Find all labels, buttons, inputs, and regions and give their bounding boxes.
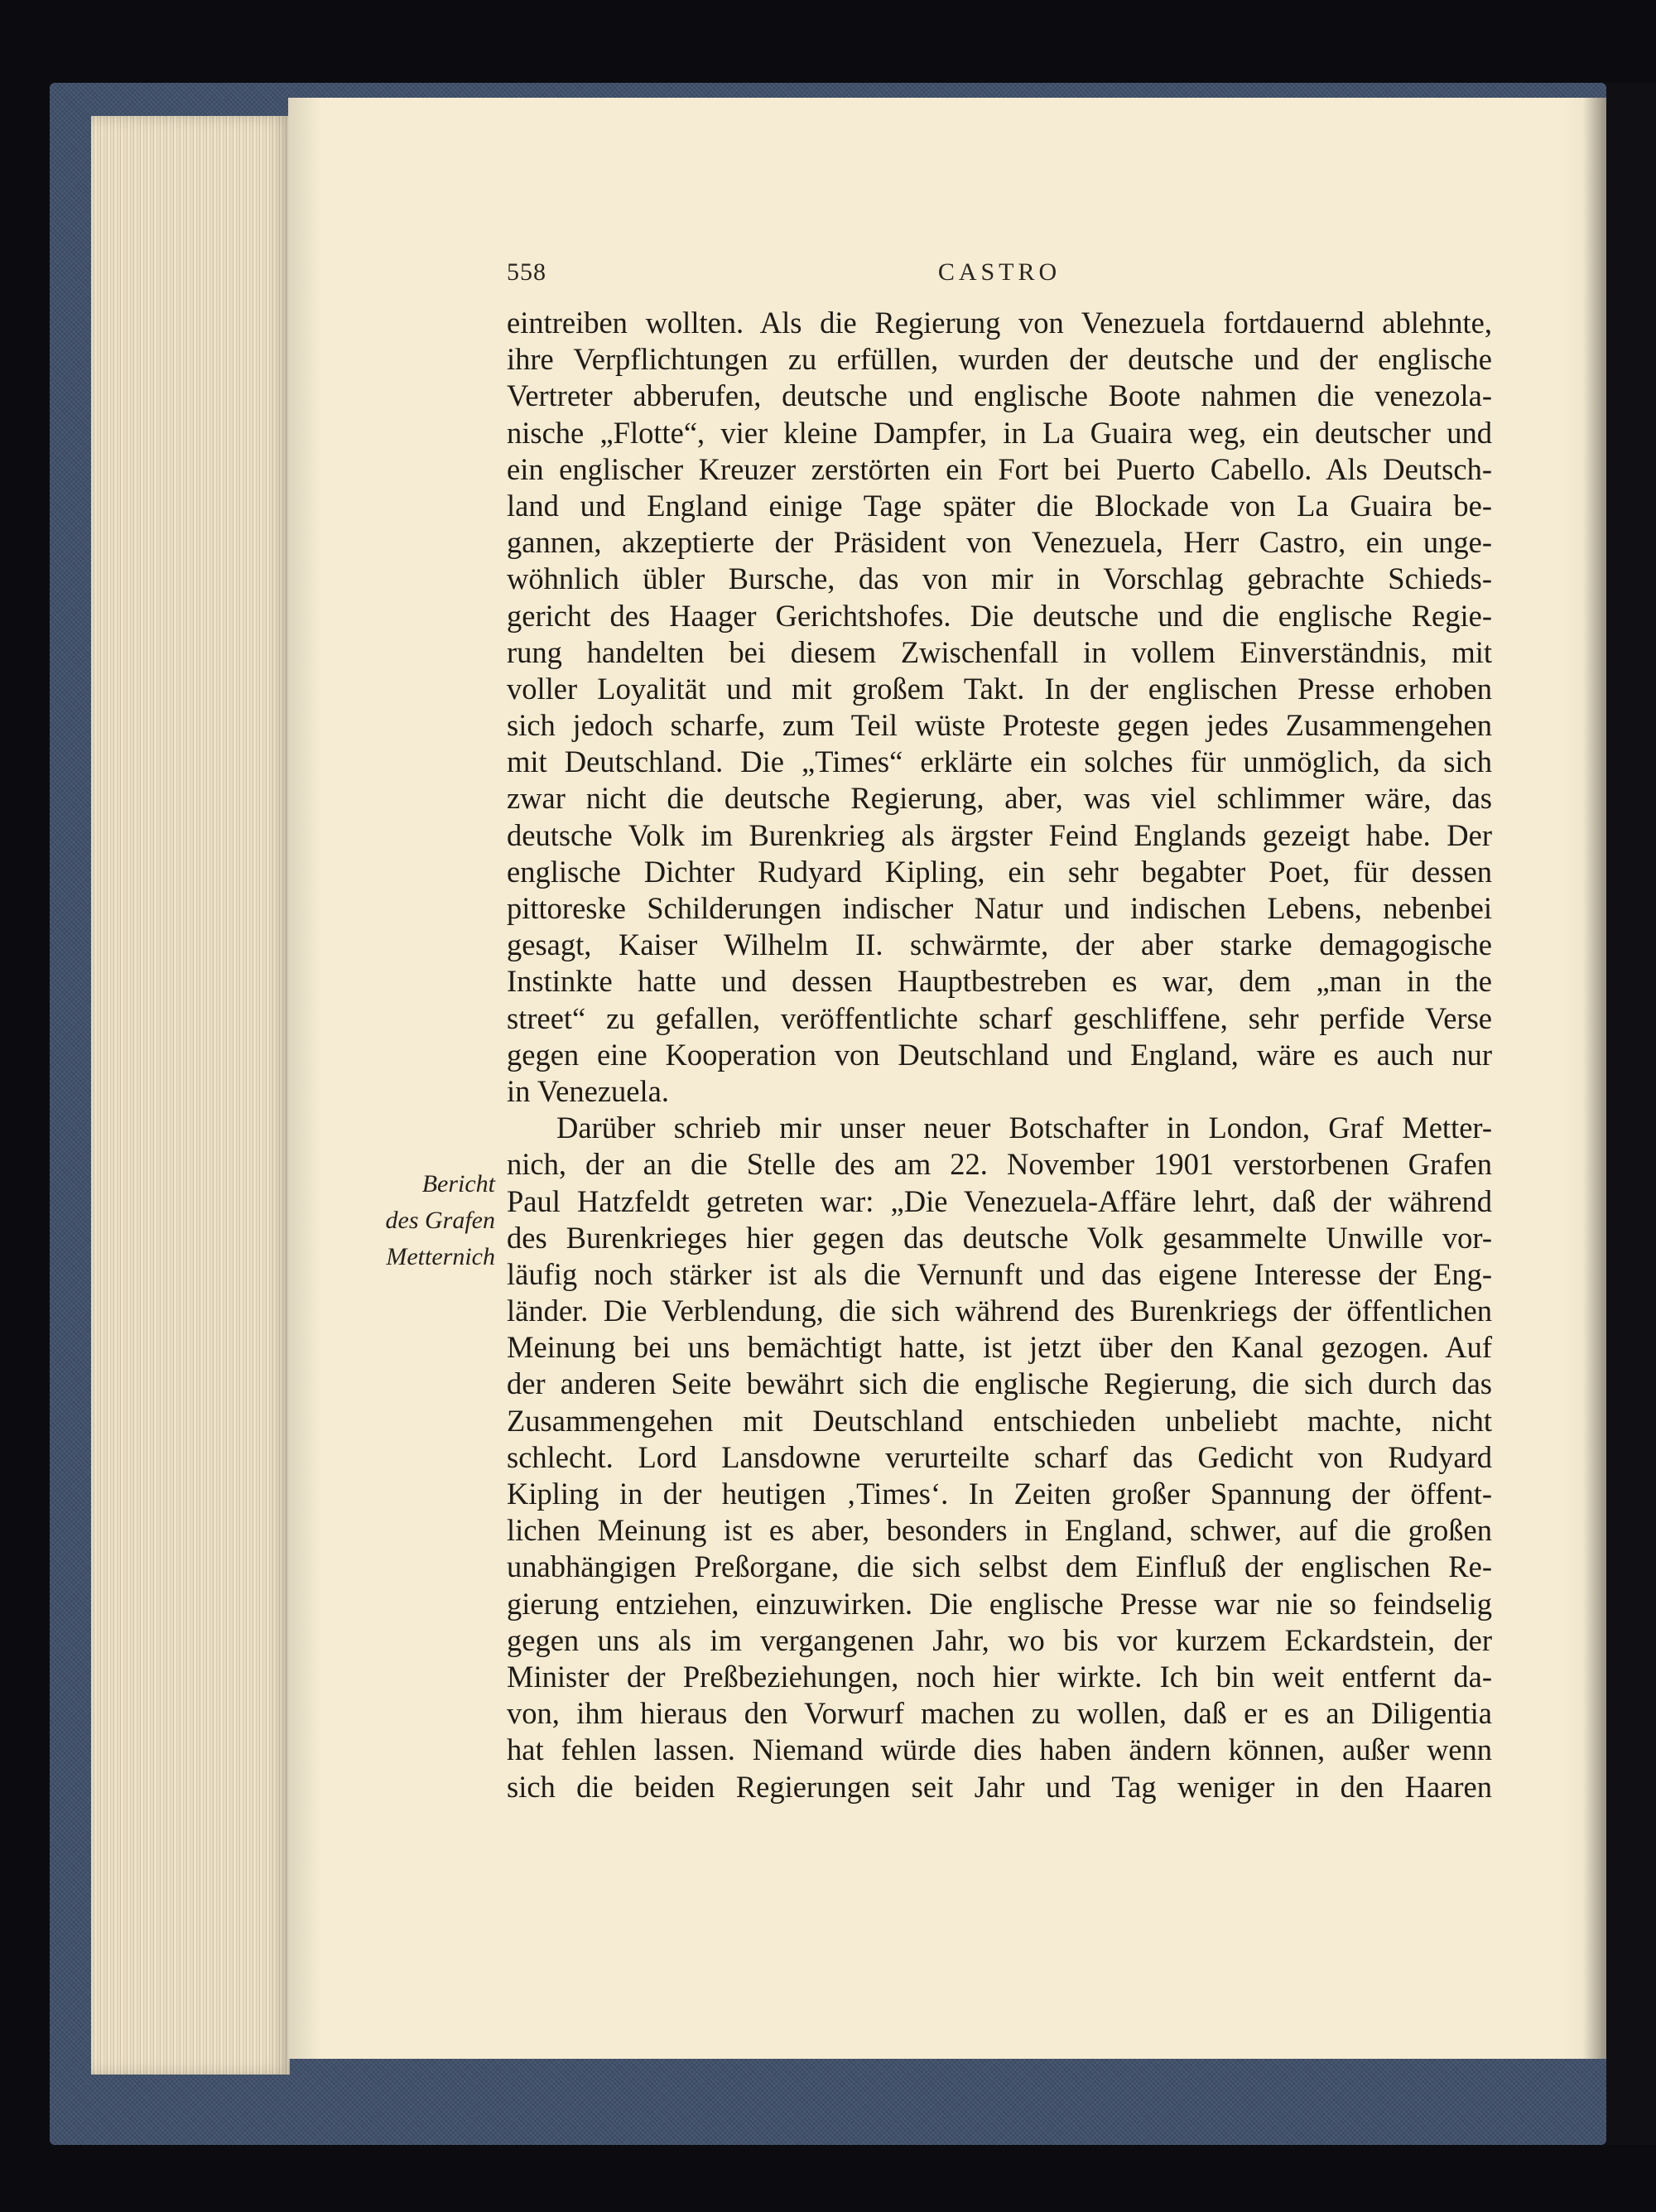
text-line: nich, der an die Stelle des am 22. November 1901 verstorbenen Grafen — [507, 1147, 1492, 1182]
text-line: lichen Meinung ist es aber, besonders in England, schwer, auf die großen — [507, 1513, 1492, 1548]
text-line: rung handelten bei diesem Zwischenfall in vollem Einverständnis, mit — [507, 634, 1492, 669]
body-text — [507, 305, 1492, 1805]
marginal-note-line: Metternich — [386, 1243, 495, 1270]
text-line: ein englischer Kreuzer zerstörten ein Fort bei Puerto Cabello. Als Deutsch- — [507, 451, 1492, 486]
marginal-note-line: Bericht — [421, 1170, 495, 1198]
marginal-note-line: des Grafen — [385, 1207, 495, 1234]
text-line: pittoreske Schilderungen indischer Natur und indischen Lebens, nebenbei — [507, 891, 1492, 925]
text-line: läufig noch stärker ist als die Vernunft und das eigene Interesse der Eng- — [507, 1256, 1492, 1291]
text-line: ihre Verpflichtungen zu erfüllen, wurden der deutsche und der englische — [507, 342, 1492, 377]
text-line: gierung entziehen, einzuwirken. Die englische Presse war nie so feindselig — [507, 1586, 1492, 1621]
text-line: Darüber schrieb mir unser neuer Botschafter in London, Graf Metter- — [556, 1111, 1492, 1145]
text-line: hat fehlen lassen. Niemand würde dies haben ändern können, außer wenn — [507, 1732, 1492, 1767]
text-line: Vertreter abberufen, deutsche und englische Boote nahmen die venezola- — [507, 378, 1492, 413]
marginal-note — [348, 1166, 495, 1275]
text-line: Kipling in der heutigen ‚Times‘. In Zeiten großer Spannung der öffent- — [507, 1477, 1492, 1511]
text-line: Minister der Preßbeziehungen, noch hier wirkte. Ich bin weit entfernt da- — [507, 1659, 1492, 1694]
text-line: englische Dichter Rudyard Kipling, ein sehr begabter Poet, für dessen — [507, 854, 1492, 889]
text-line: gegen eine Kooperation von Deutschland und England, wäre es auch nur — [507, 1037, 1492, 1072]
text-line: gegen uns als im vergangenen Jahr, wo bis vor kurzem Eckardstein, der — [507, 1622, 1492, 1657]
text-line: schlecht. Lord Lansdowne verurteilte scharf das Gedicht von Rudyard — [507, 1439, 1492, 1474]
running-title: CASTRO — [937, 258, 1061, 286]
paragraph-2 — [507, 1110, 1492, 1805]
text-line: in Venezuela. — [507, 1073, 669, 1108]
text-line: street“ zu gefallen, veröffentlichte scharf geschliffene, sehr perfide Verse — [507, 1000, 1492, 1035]
text-line: des Burenkrieges hier gegen das deutsche Volk gesammelte Unwille vor- — [507, 1220, 1492, 1255]
text-line: unabhängigen Preßorgane, die sich selbst dem Einfluß der englischen Re- — [507, 1549, 1492, 1584]
text-line: der anderen Seite bewährt sich die englische Regierung, die sich durch das — [507, 1366, 1492, 1401]
text-line: land und England einige Tage später die Blockade von La Guaira be- — [507, 488, 1492, 523]
text-line: Zusammengehen mit Deutschland entschieden unbeliebt machte, nicht — [507, 1403, 1492, 1438]
page-edges — [91, 116, 290, 2075]
page-shadow — [1583, 98, 1606, 2059]
text-line: zwar nicht die deutsche Regierung, aber, was viel schlimmer wäre, das — [507, 781, 1492, 816]
background-edge — [1606, 83, 1656, 2145]
text-line: sich die beiden Regierungen seit Jahr und Tag weniger in den Haaren — [507, 1769, 1492, 1804]
page-number: 558 — [507, 258, 546, 286]
text-line: Instinkte hatte und dessen Hauptbestreben es war, dem „man in the — [507, 964, 1492, 999]
text-line: Meinung bei uns bemächtigt hatte, ist jetzt über den Kanal gezogen. Auf — [507, 1330, 1492, 1365]
text-line: mit Deutschland. Die „Times“ erklärte ein solches für unmöglich, da sich — [507, 745, 1492, 779]
text-line: deutsche Volk im Burenkrieg als ärgster Feind Englands gezeigt habe. Der — [507, 817, 1492, 852]
text-line: sich jedoch scharfe, zum Teil wüste Proteste gegen jedes Zusammengehen — [507, 708, 1492, 743]
running-head — [507, 258, 1492, 300]
text-line: gesagt, Kaiser Wilhelm II. schwärmte, der aber starke demagogische — [507, 928, 1492, 962]
text-line: wöhnlich übler Bursche, das von mir in Vorschlag gebrachte Schieds- — [507, 561, 1492, 596]
text-line: gannen, akzeptierte der Präsident von Venezuela, Herr Castro, ein unge- — [507, 525, 1492, 560]
text-line: gericht des Haager Gerichtshofes. Die deutsche und die englische Regie- — [507, 598, 1492, 633]
text-line: von, ihm hieraus den Vorwurf machen zu wollen, daß er es an Diligentia — [507, 1696, 1492, 1731]
text-line: Paul Hatzfeldt getreten war: „Die Venezuela-Affäre lehrt, daß der während — [507, 1183, 1492, 1218]
paragraph-1 — [507, 305, 1492, 1110]
text-line: länder. Die Verblendung, die sich während des Burenkriegs der öffentlichen — [507, 1294, 1492, 1328]
text-line: eintreiben wollten. Als die Regierung von Venezuela fortdauernd ablehnte, — [507, 306, 1492, 340]
text-line: voller Loyalität und mit großem Takt. In der englischen Presse erhoben — [507, 671, 1492, 706]
text-line: nische „Flotte“, vier kleine Dampfer, in La Guaira weg, ein deutscher und — [507, 415, 1492, 450]
